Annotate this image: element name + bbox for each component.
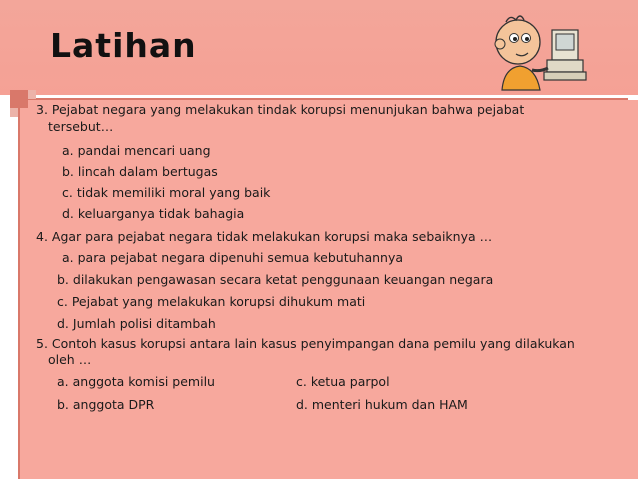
question-3-option-d: d. keluarganya tidak bahagia [62, 206, 245, 221]
question-4-text: 4. Agar para pejabat negara tidak melakukan korupsi maka sebaiknya … [36, 229, 493, 244]
question-4-option-c: c. Pejabat yang melakukan korupsi dihukum mati [57, 294, 366, 309]
decor-square-small-lower [10, 108, 18, 117]
question-3-option-c: c. tidak memiliki moral yang baik [62, 185, 271, 200]
question-4-option-d: d. Jumlah polisi ditambah [57, 316, 216, 331]
question-4-option-b: b. dilakukan pengawasan secara ketat penggunaan keuangan negara [57, 272, 494, 287]
question-3-text: 3. Pejabat negara yang melakukan tindak korupsi menunjukan bahwa pejabat [36, 102, 525, 117]
child-with-computer-icon [492, 10, 588, 92]
question-5-option-a: a. anggota komisi pemilu [57, 374, 215, 389]
vertical-divider-line [18, 98, 20, 479]
question-5-option-d: d. menteri hukum dan HAM [296, 397, 468, 412]
decor-square-small [28, 90, 36, 99]
question-5-option-b: b. anggota DPR [57, 397, 155, 412]
question-5-text: 5. Contoh kasus korupsi antara lain kasus penyimpangan dana pemilu yang dilakukan [36, 336, 575, 351]
slide-title: Latihan [50, 26, 197, 65]
question-4-option-a: a. para pejabat negara dipenuhi semua kebutuhannya [62, 250, 404, 265]
question-3-option-b: b. lincah dalam bertugas [62, 164, 218, 179]
question-5-text-continued: oleh … [48, 352, 92, 367]
question-5-option-c: c. ketua parpol [296, 374, 390, 389]
divider-line [10, 98, 628, 100]
decor-square [10, 90, 28, 108]
question-3-option-a: a. pandai mencari uang [62, 143, 211, 158]
question-3-text-continued: tersebut… [48, 119, 114, 134]
